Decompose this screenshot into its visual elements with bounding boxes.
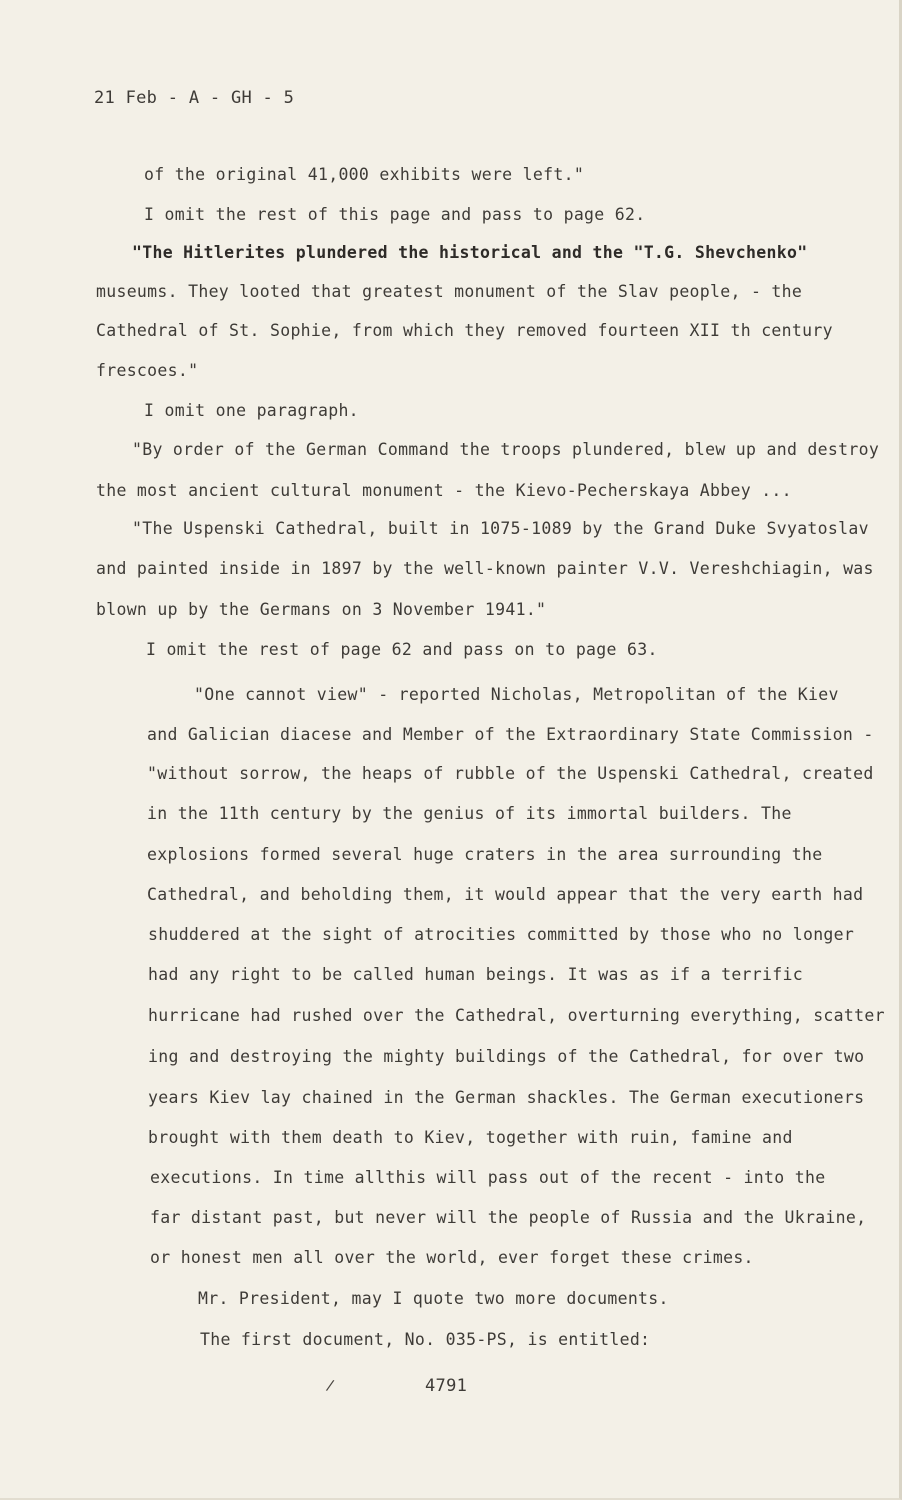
quote-line: explosions formed several huge craters in the area surrounding the — [147, 845, 823, 864]
text-line: "The Uspenski Cathedral, built in 1075-1089 by the Grand Duke Svyatoslav — [132, 519, 869, 538]
quote-line: had any right to be called human beings. It was as if a terrific — [148, 965, 803, 984]
text-line: museums. They looted that greatest monument of the Slav people, - the — [96, 282, 803, 301]
quote-line: or honest men all over the world, ever forget these crimes. — [150, 1248, 754, 1267]
text-line: the most ancient cultural monument - the Kievo-Pecherskaya Abbey ... — [96, 481, 792, 500]
quote-line: ing and destroying the mighty buildings of the Cathedral, for over two — [148, 1047, 865, 1066]
quote-line: "without sorrow, the heaps of rubble of the Uspenski Cathedral, created — [147, 764, 874, 783]
quote-line: Cathedral, and beholding them, it would appear that the very earth had — [147, 885, 864, 904]
text-line: "The Hitlerites plundered the historical and the "T.G. Shevchenko" — [132, 243, 808, 262]
text-line: I omit the rest of this page and pass to page 62. — [144, 205, 646, 224]
text-line: of the original 41,000 exhibits were left." — [144, 165, 585, 184]
pencil-tick-mark: / — [324, 1377, 337, 1395]
quote-line: hurricane had rushed over the Cathedral, overturning everything, scatter — [148, 1006, 885, 1025]
quote-line: years Kiev lay chained in the German shackles. The German executioners — [148, 1088, 865, 1107]
text-line: "By order of the German Command the troops plundered, blew up and destroy — [132, 440, 880, 459]
quote-line: "One cannot view" - reported Nicholas, Metropolitan of the Kiev — [194, 685, 839, 704]
quote-line: and Galician diacese and Member of the Extraordinary State Commission - — [147, 725, 874, 744]
text-line: and painted inside in 1897 by the well-known painter V.V. Vereshchiagin, was — [96, 559, 874, 578]
text-line: I omit one paragraph. — [144, 401, 359, 420]
text-line: Cathedral of St. Sophie, from which they removed fourteen XII th century — [96, 321, 833, 340]
quote-line: shuddered at the sight of atrocities committed by those who no longer — [148, 925, 855, 944]
text-line: blown up by the Germans on 3 November 1941." — [96, 600, 547, 619]
text-line: The first document, No. 035-PS, is entitled: — [200, 1330, 651, 1349]
text-line: frescoes." — [96, 361, 199, 380]
quote-line: far distant past, but never will the people of Russia and the Ukraine, — [150, 1208, 867, 1227]
quote-line: in the 11th century by the genius of its immortal builders. The — [147, 804, 792, 823]
page-number: 4791 — [425, 1376, 468, 1396]
text-line: Mr. President, may I quote two more documents. — [198, 1289, 669, 1308]
text-line: I omit the rest of page 62 and pass on to page 63. — [146, 640, 658, 659]
document-reference: 21 Feb - A - GH - 5 — [94, 88, 295, 108]
quote-line: executions. In time allthis will pass out of the recent - into the — [150, 1168, 826, 1187]
quote-line: brought with them death to Kiev, together with ruin, famine and — [148, 1128, 793, 1147]
